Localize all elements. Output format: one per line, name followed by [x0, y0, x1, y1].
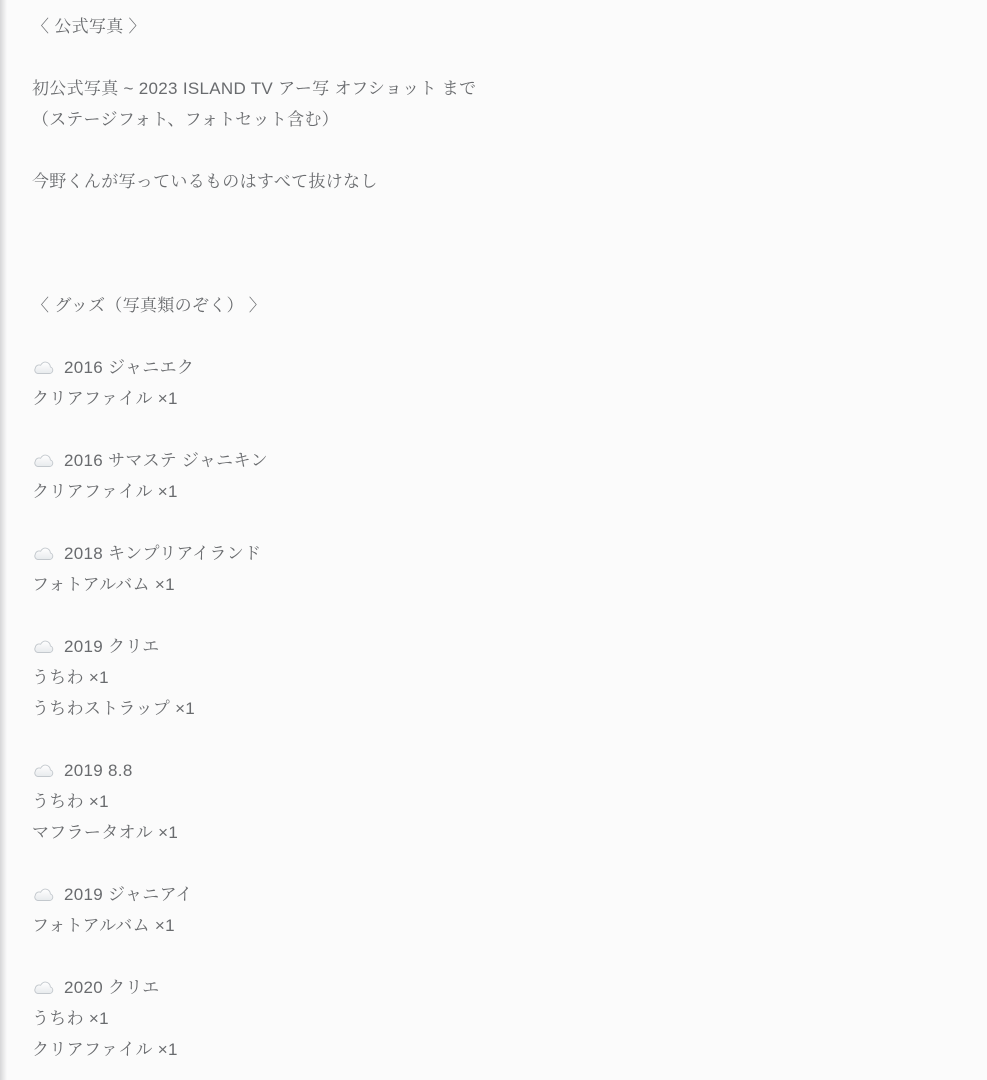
goods-group-item: うちわ ×1	[32, 668, 109, 687]
cloud-icon	[32, 639, 55, 655]
goods-group-title: 2020 クリエ	[64, 978, 160, 997]
cloud-icon	[32, 360, 55, 376]
goods-group-list	[32, 352, 963, 1065]
goods-group-item: クリアファイル ×1	[32, 1040, 178, 1059]
goods-group-item: クリアファイル ×1	[32, 389, 178, 408]
goods-group-item: フォトアルバム ×1	[32, 575, 175, 594]
goods-group-item: クリアファイル ×1	[32, 482, 178, 501]
goods-group-item: うちわ ×1	[32, 1009, 109, 1028]
section-gap	[32, 197, 963, 290]
goods-group	[32, 755, 963, 848]
spacer-line	[32, 321, 963, 352]
goods-group	[32, 631, 963, 724]
goods-section	[32, 290, 963, 1065]
goods-group-title-line	[32, 631, 963, 662]
goods-group-item: うちわ ×1	[32, 792, 109, 811]
cloud-icon	[32, 546, 55, 562]
goods-group-title: 2019 ジャニアイ	[64, 885, 193, 904]
goods-group	[32, 352, 963, 414]
official-photos-section	[32, 11, 963, 197]
goods-group	[32, 538, 963, 600]
goods-group-title-line	[32, 352, 963, 383]
cloud-icon	[32, 763, 55, 779]
photos-range-line: 初公式写真 ~ 2023 ISLAND TV アー写 オフショット まで	[32, 79, 477, 98]
official-photos-heading: 〈 公式写真 〉	[32, 17, 146, 36]
goods-heading: 〈 グッズ（写真類のぞく） 〉	[32, 296, 267, 315]
spacer-line	[32, 42, 963, 73]
goods-group	[32, 445, 963, 507]
goods-group	[32, 972, 963, 1065]
goods-group-item: うちわストラップ ×1	[32, 699, 196, 718]
goods-group-title: 2016 ジャニエク	[64, 358, 195, 377]
goods-group-title: 2016 サマステ ジャニキン	[64, 451, 268, 470]
goods-group-title-line	[32, 445, 963, 476]
goods-group-title: 2019 8.8	[64, 761, 133, 780]
spacer-line	[32, 135, 963, 166]
cloud-icon	[32, 980, 55, 996]
goods-group-title-line	[32, 879, 963, 910]
goods-group-title: 2019 クリエ	[64, 637, 160, 656]
goods-group-item: フォトアルバム ×1	[32, 916, 175, 935]
goods-group	[32, 879, 963, 941]
goods-group-item: マフラータオル ×1	[32, 823, 179, 842]
goods-group-title-line	[32, 538, 963, 569]
goods-group-title: 2018 キンプリアイランド	[64, 544, 262, 563]
photos-note-line: 今野くんが写っているものはすべて抜けなし	[32, 172, 378, 191]
cloud-icon	[32, 887, 55, 903]
goods-group-title-line	[32, 972, 963, 1003]
cloud-icon	[32, 453, 55, 469]
goods-group-title-line	[32, 755, 963, 786]
photos-include-line: （ステージフォト、フォトセット含む）	[32, 110, 339, 129]
